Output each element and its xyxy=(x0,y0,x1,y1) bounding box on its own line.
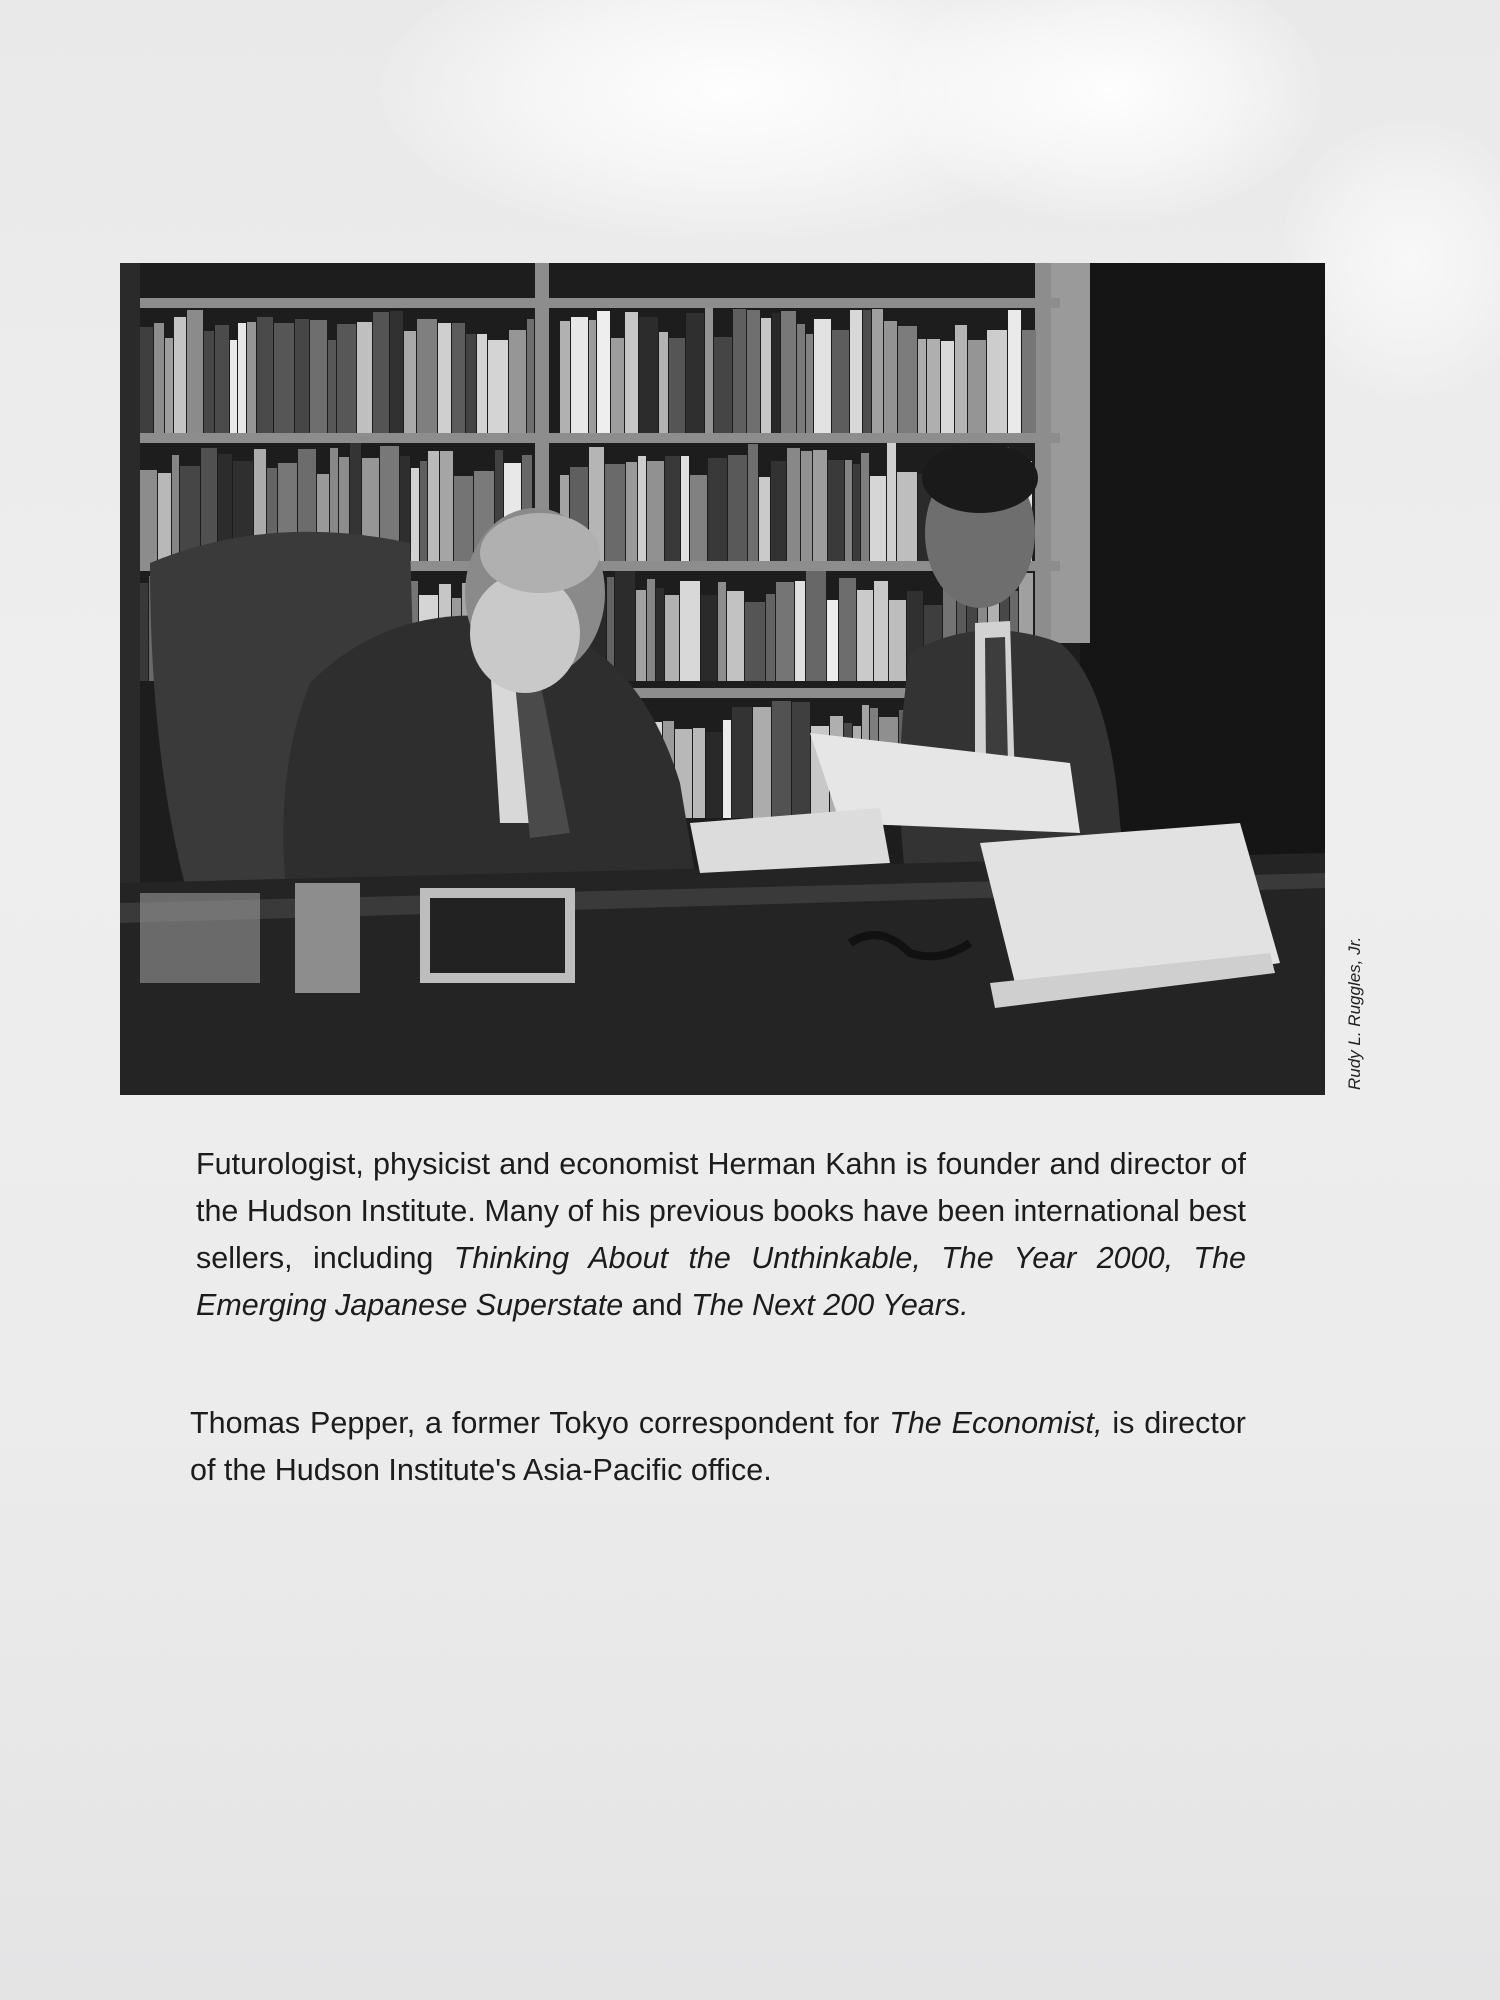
book-spine xyxy=(373,312,389,433)
book-spine xyxy=(706,732,722,818)
book-spine xyxy=(328,340,336,433)
book-spine xyxy=(626,462,637,561)
book-spine xyxy=(728,455,747,561)
book-spine xyxy=(1022,330,1036,433)
pepper-bio-text: Thomas Pepper, a former Tokyo correspondent for xyxy=(190,1406,890,1440)
book-spine xyxy=(887,443,896,561)
book-spine xyxy=(257,317,273,433)
book-spine xyxy=(686,313,704,433)
book-spine xyxy=(708,458,727,561)
book-spine xyxy=(647,461,664,561)
book-spine xyxy=(357,322,372,433)
book-spine xyxy=(140,327,153,433)
book-spine xyxy=(792,702,810,818)
book-spine xyxy=(897,472,917,561)
pepper-bio xyxy=(190,1400,1246,1494)
book-spine xyxy=(238,323,246,433)
book-spine xyxy=(889,600,906,681)
book-spine xyxy=(898,326,917,433)
book-spine xyxy=(845,460,852,561)
book-spine xyxy=(140,583,148,681)
book-spine xyxy=(571,317,588,433)
book-spine xyxy=(987,330,1007,433)
book-spine xyxy=(723,720,731,818)
book-spine xyxy=(428,451,439,561)
book-spine xyxy=(968,340,986,433)
book-spine xyxy=(727,591,744,681)
book-spine xyxy=(863,310,871,433)
book-spine xyxy=(589,320,596,433)
book-spine xyxy=(404,331,416,433)
book-spine xyxy=(647,579,655,681)
pen-holder xyxy=(295,883,360,993)
book-spine xyxy=(884,321,897,433)
pepper-publication: The Economist, xyxy=(889,1406,1103,1440)
book-spine xyxy=(850,310,862,433)
book-spine xyxy=(669,338,685,433)
book-spine xyxy=(509,330,526,433)
book-spine xyxy=(411,468,419,561)
book-spine xyxy=(295,319,309,433)
book-spine xyxy=(440,451,453,561)
book-spine xyxy=(636,590,646,681)
book-spine xyxy=(665,595,679,681)
book-spine xyxy=(806,571,826,681)
kahn-bio-text-and: and xyxy=(623,1288,692,1322)
kahn-bio xyxy=(196,1141,1246,1329)
book-spine xyxy=(870,476,886,561)
book-spine xyxy=(452,323,465,433)
book-spine xyxy=(690,475,707,561)
photo-credit: Rudy L. Ruggles, Jr. xyxy=(1345,936,1364,1090)
book-spine xyxy=(560,321,570,433)
book-spine xyxy=(781,311,796,433)
book-spine xyxy=(693,728,705,818)
book-spine xyxy=(797,324,805,433)
book-spine xyxy=(310,320,327,433)
book-spine xyxy=(597,311,610,433)
book-spine xyxy=(839,578,856,681)
book-spine xyxy=(753,707,771,818)
book-spine xyxy=(611,338,624,433)
book-spine xyxy=(274,323,294,433)
book-spine xyxy=(215,325,229,433)
book-spine xyxy=(787,448,800,561)
book-spine xyxy=(814,319,831,433)
book-spine xyxy=(832,330,849,433)
book-spine xyxy=(872,309,883,433)
book-spine xyxy=(861,453,869,561)
book-spine xyxy=(158,473,171,561)
book-spine xyxy=(680,581,700,681)
book-spine xyxy=(247,322,256,433)
book-spine xyxy=(665,456,680,561)
book-spine xyxy=(701,595,717,681)
book-spine xyxy=(732,707,752,818)
book-spine xyxy=(639,317,658,433)
book-spine xyxy=(718,582,726,681)
book-spine xyxy=(874,581,888,681)
book-spine xyxy=(488,340,508,433)
book-spine xyxy=(438,323,451,433)
book-spine xyxy=(659,332,668,433)
book-spine xyxy=(172,455,179,561)
book-spine xyxy=(918,339,926,433)
book-spine xyxy=(625,312,638,433)
book-spine xyxy=(417,319,437,433)
book-spine xyxy=(927,339,940,433)
book-spine xyxy=(165,338,173,433)
book-spine xyxy=(527,319,534,433)
pepper-bio-text-end: is director of the Hudson Institute's Asia-Pacific office. xyxy=(190,1406,1246,1487)
book-spine xyxy=(795,581,805,681)
book-spine xyxy=(454,476,473,561)
book-spine xyxy=(714,337,732,433)
book-spine xyxy=(857,590,873,681)
book-spine xyxy=(337,324,356,433)
book-spine xyxy=(154,323,164,433)
kahn-bio-text: Futurologist, physicist and economist Herman Kahn is founder and director of the Hudson Institute. Many of his previous books have been international best sellers, including xyxy=(196,1147,1246,1275)
book-spine xyxy=(806,334,813,433)
book-spine xyxy=(813,450,827,561)
book-spine xyxy=(638,456,646,561)
book-spine xyxy=(801,451,812,561)
book-spine xyxy=(204,331,214,433)
book-spine xyxy=(174,317,186,433)
book-spine xyxy=(828,460,844,561)
book-spine xyxy=(955,325,967,433)
book-spine xyxy=(941,341,954,433)
book-spine xyxy=(140,470,157,561)
book-spine xyxy=(1008,310,1021,433)
book-spine xyxy=(827,600,838,681)
book-spine xyxy=(772,313,780,433)
book-spine xyxy=(761,318,771,433)
glare-highlight xyxy=(900,0,1320,220)
book-spine xyxy=(853,464,860,561)
book-spine xyxy=(230,340,237,433)
glass-box xyxy=(140,893,260,983)
book-spine xyxy=(705,308,713,433)
book-spine xyxy=(615,571,635,681)
book-spine xyxy=(733,309,746,433)
book-spine xyxy=(656,588,664,681)
book-spine xyxy=(748,444,758,561)
kahn-book-title-last: The Next 200 Years. xyxy=(691,1288,969,1322)
book-spine xyxy=(745,602,765,681)
book-spine xyxy=(605,464,625,561)
book-spine xyxy=(477,334,487,433)
book-spine xyxy=(390,311,403,433)
book-spine xyxy=(466,334,476,433)
book-spine xyxy=(681,456,689,561)
author-photo xyxy=(120,263,1325,1095)
book-spine xyxy=(759,477,770,561)
book-spine xyxy=(187,310,203,433)
book-spine xyxy=(771,461,786,561)
glare-highlight xyxy=(380,0,1080,240)
book-spine xyxy=(776,582,794,681)
book-spine xyxy=(747,310,760,433)
book-spine xyxy=(766,594,775,681)
book-spine xyxy=(420,461,427,561)
book-spine xyxy=(772,701,791,818)
kahn-book-titles: Thinking About the Unthinkable, The Year 2000, The Emerging Japanese Superstate xyxy=(196,1241,1246,1322)
